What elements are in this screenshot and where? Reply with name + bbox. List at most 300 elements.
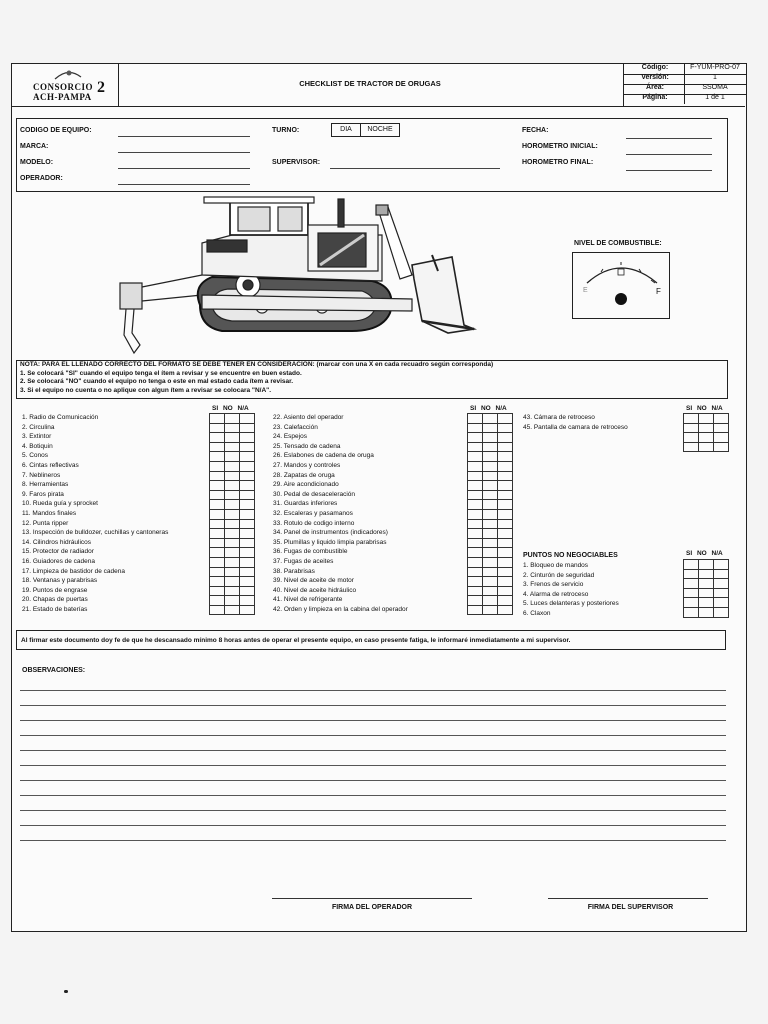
observation-line[interactable] [20,825,726,826]
checkbox-na[interactable] [498,558,513,567]
checkbox-si[interactable] [210,548,225,557]
checkbox-na[interactable] [714,598,729,607]
checkbox-si[interactable] [210,424,225,433]
checkbox-na[interactable] [240,539,255,548]
initial-hourmeter-label: HOROMETRO INICIAL: [522,143,598,150]
checkbox-si[interactable] [468,472,483,481]
checkbox-grid-3[interactable] [683,413,729,452]
checkbox-na[interactable] [498,577,513,586]
checklist-item: 11. Mandos finales [22,509,77,517]
checklist-item: 3. Frenos de servicio [523,581,584,589]
checkbox-no[interactable] [225,606,240,615]
checkbox-no[interactable] [483,529,498,538]
checkbox-si[interactable] [468,452,483,461]
checkbox-row [468,539,513,549]
checklist-item: 37. Fugas de aceites [273,557,334,565]
checkbox-si[interactable] [468,568,483,577]
checkbox-na[interactable] [714,560,729,569]
checkbox-row [684,608,729,618]
checkbox-si[interactable] [468,443,483,452]
checklist-item: 3. Extintor [22,433,52,441]
observation-line[interactable] [20,765,726,766]
checklist-item: 24. Espejos [273,433,307,441]
checkbox-si[interactable] [684,414,699,423]
checkbox-na[interactable] [240,568,255,577]
checkbox-no[interactable] [225,443,240,452]
checkbox-si[interactable] [684,579,699,588]
meta-page: Página: 1 de 1 [624,94,746,104]
checkbox-na[interactable] [240,596,255,605]
checkbox-row [210,433,255,443]
checkbox-na[interactable] [498,481,513,490]
checkbox-row [684,570,729,580]
checkbox-no[interactable] [483,491,498,500]
bulldozer-illustration [112,195,482,357]
checklist-item: 41. Nivel de refrigerante [273,596,343,604]
checkbox-si[interactable] [210,558,225,567]
col3-header: SI NO N/A [686,405,723,412]
checkbox-si[interactable] [210,452,225,461]
checkbox-si[interactable] [684,443,699,452]
checkbox-si[interactable] [684,433,699,442]
checklist-item: 31. Guardas inferiores [273,500,338,508]
checkbox-row [468,558,513,568]
checklist-item: 38. Parabrisas [273,567,315,575]
checkbox-no[interactable] [225,491,240,500]
shift-label: TURNO: [272,127,300,134]
checkbox-no[interactable] [483,510,498,519]
checkbox-no[interactable] [483,596,498,605]
checkbox-no[interactable] [483,587,498,596]
form-title: CHECKLIST DE TRACTOR DE ORUGAS [299,79,441,88]
logo-mark-icon [53,67,83,81]
operator-signature-label: FIRMA DEL OPERADOR [331,904,413,911]
checkbox-no[interactable] [225,414,240,423]
checkbox-si[interactable] [468,587,483,596]
checkbox-no[interactable] [699,433,714,442]
checkbox-na[interactable] [240,510,255,519]
meta-version: Versión: 1 [624,74,746,85]
checklist-item: 25. Tensado de cadena [273,442,341,450]
checkbox-na[interactable] [714,443,729,452]
checkbox-na[interactable] [498,548,513,557]
checkbox-na[interactable] [498,491,513,500]
supervisor-label: SUPERVISOR: [272,159,321,166]
col1-header: SI NO N/A [212,405,249,412]
observation-line[interactable] [20,750,726,751]
date-field[interactable] [626,137,712,139]
checklist-item: 43. Cámara de retroceso [523,414,595,421]
checkbox-no[interactable] [483,481,498,490]
checkbox-row [684,443,729,453]
checkbox-si[interactable] [468,596,483,605]
checkbox-no[interactable] [225,587,240,596]
checkbox-si[interactable] [210,481,225,490]
brand-field[interactable] [118,151,250,153]
model-field[interactable] [118,167,250,169]
checkbox-no[interactable] [225,596,240,605]
checkbox-row [468,491,513,501]
checklist-item: 4. Botiquin [22,442,53,450]
checkbox-no[interactable] [225,539,240,548]
checkbox-si[interactable] [468,510,483,519]
checkbox-row [468,462,513,472]
checkbox-na[interactable] [714,608,729,617]
checkbox-si[interactable] [210,510,225,519]
checklist-item: 20. Chapas de puertas [22,596,88,604]
checkbox-row [684,560,729,570]
final-hourmeter-label: HOROMETRO FINAL: [522,159,594,166]
observation-line[interactable] [20,810,726,811]
shift-day-option[interactable]: DIA [331,123,361,137]
checkbox-na[interactable] [498,606,513,615]
checkbox-row [468,548,513,558]
checkbox-si[interactable] [468,433,483,442]
checkbox-na[interactable] [498,433,513,442]
checkbox-row [684,589,729,599]
checkbox-row [210,452,255,462]
checkbox-si[interactable] [468,577,483,586]
meta-code: Código: F-YUM-PRO-07 [624,64,746,75]
checkbox-row [468,510,513,520]
observation-line[interactable] [20,690,726,691]
instructions-note [16,360,728,399]
checklist-item: 7. Neblineros [22,471,61,479]
model-label: MODELO: [20,159,54,166]
checkbox-na[interactable] [240,414,255,423]
checkbox-si[interactable] [468,491,483,500]
checkbox-row [684,598,729,608]
checkbox-si[interactable] [210,443,225,452]
nonneg-header: SI NO N/A [686,550,723,557]
checkbox-si[interactable] [468,424,483,433]
checklist-item: 5. Conos [22,452,49,460]
checkbox-no[interactable] [699,443,714,452]
checklist-item: 2. Cinturón de seguridad [523,571,595,579]
checkbox-si[interactable] [684,570,699,579]
checkbox-na[interactable] [498,568,513,577]
non-negotiable-title: PUNTOS NO NEGOCIABLES [523,552,618,559]
observation-line[interactable] [20,720,726,721]
checklist-item: 17. Limpieza de bastidor de cadena [22,567,125,575]
fuel-full-mark: F [656,287,661,296]
observations-label: OBSERVACIONES: [22,667,86,674]
checkbox-row [684,424,729,434]
checklist-item: 6. Claxon [523,609,551,617]
checkbox-na[interactable] [714,414,729,423]
checkbox-si[interactable] [468,414,483,423]
checkbox-no[interactable] [483,548,498,557]
checkbox-si[interactable] [210,596,225,605]
checkbox-no[interactable] [699,589,714,598]
supervisor-field[interactable] [330,167,500,169]
checkbox-row [210,491,255,501]
checkbox-no[interactable] [225,452,240,461]
checkbox-na[interactable] [498,529,513,538]
observation-line[interactable] [20,840,726,841]
checkbox-no[interactable] [483,577,498,586]
checkbox-si[interactable] [210,491,225,500]
checklist-item: 19. Puntos de engrase [22,586,88,594]
checkbox-na[interactable] [240,491,255,500]
observation-line[interactable] [20,735,726,736]
checkbox-na[interactable] [714,570,729,579]
checkbox-row [210,548,255,558]
checkbox-no[interactable] [483,558,498,567]
checkbox-si[interactable] [210,539,225,548]
checkbox-na[interactable] [240,424,255,433]
checkbox-na[interactable] [240,500,255,509]
checkbox-no[interactable] [699,414,714,423]
checkbox-na[interactable] [240,548,255,557]
checkbox-no[interactable] [483,500,498,509]
note-rule-na: 3. Si el equipo no cuenta o no aplique con algun ítem a revisar se colocara "N/A". [20,386,272,394]
checklist-item: 35. Plumillas y liquido limpia parabrisas [273,538,387,546]
checklist-item: 28. Zapatas de oruga [273,471,335,479]
checkbox-na[interactable] [714,424,729,433]
checkbox-row [468,424,513,434]
checkbox-si[interactable] [210,529,225,538]
checkbox-na[interactable] [240,443,255,452]
checkbox-no[interactable] [225,558,240,567]
checkbox-na[interactable] [498,424,513,433]
supervisor-signature-line[interactable] [548,898,708,899]
checkbox-row [210,539,255,549]
checklist-item: 27. Mandos y controles [273,461,341,469]
checkbox-no[interactable] [483,568,498,577]
checklist-item: 8. Herramientas [22,481,69,489]
checkbox-no[interactable] [483,539,498,548]
checklist-item: 2. Circulina [22,423,55,431]
checkbox-row [468,452,513,462]
checkbox-no[interactable] [483,452,498,461]
checkbox-na[interactable] [498,414,513,423]
scan-speck [64,990,68,993]
checkbox-row [468,606,513,616]
checkbox-no[interactable] [483,462,498,471]
checkbox-row [684,579,729,589]
checkbox-na[interactable] [240,587,255,596]
checkbox-no[interactable] [699,560,714,569]
checkbox-row [468,500,513,510]
checklist-item: 26. Eslabones de cadena de oruga [273,452,374,460]
checkbox-na[interactable] [714,433,729,442]
checklist-item: 1. Radio de Comunicación [22,414,99,421]
fuel-empty-mark: E [583,287,588,294]
checklist-item: 23. Calefacción [273,423,318,431]
checkbox-si[interactable] [468,558,483,567]
date-label: FECHA: [522,127,549,134]
checkbox-na[interactable] [498,443,513,452]
checkbox-na[interactable] [714,589,729,598]
checkbox-si[interactable] [210,577,225,586]
checkbox-na[interactable] [240,481,255,490]
checkbox-si[interactable] [210,472,225,481]
checkbox-na[interactable] [498,520,513,529]
checklist-item: 42. Orden y limpieza en la cabina del operador [273,605,408,613]
checkbox-si[interactable] [210,568,225,577]
checklist-item: 45. Pantalla de camara de retroceso [523,423,628,431]
checkbox-si[interactable] [468,500,483,509]
meta-area: Área: SSOMA [624,84,746,95]
checklist-item: 4. Alarma de retroceso [523,590,589,598]
logo-number: 2 [97,79,105,96]
checkbox-no[interactable] [483,520,498,529]
operator-field[interactable] [118,183,250,185]
checkbox-row [210,472,255,482]
checkbox-no[interactable] [483,472,498,481]
checkbox-na[interactable] [240,452,255,461]
fuel-gauge-dial-icon [573,253,669,318]
checkbox-si[interactable] [468,481,483,490]
checkbox-row [468,433,513,443]
checkbox-row [210,462,255,472]
observation-line[interactable] [20,795,726,796]
checkbox-na[interactable] [498,452,513,461]
note-rule-si: 1. Se colocará "SI" cuando el equipo tenga el ítem a revisar y se encuentre en buen estado. [20,369,302,377]
checkbox-no[interactable] [699,579,714,588]
checkbox-row [210,510,255,520]
checkbox-row [210,587,255,597]
checkbox-no[interactable] [225,568,240,577]
col2-header: SI NO N/A [470,405,507,412]
checkbox-si[interactable] [210,520,225,529]
checkbox-row [468,414,513,424]
checkbox-no[interactable] [225,529,240,538]
supervisor-signature-label: FIRMA DEL SUPERVISOR [587,904,674,911]
checkbox-si[interactable] [684,608,699,617]
checkbox-na[interactable] [240,529,255,538]
checkbox-no[interactable] [483,433,498,442]
observation-line[interactable] [20,705,726,706]
checkbox-no[interactable] [699,608,714,617]
checkbox-no[interactable] [225,500,240,509]
checkbox-row [210,529,255,539]
checkbox-no[interactable] [225,520,240,529]
checkbox-na[interactable] [240,433,255,442]
checkbox-si[interactable] [684,424,699,433]
checkbox-na[interactable] [498,510,513,519]
checkbox-na[interactable] [498,539,513,548]
checkbox-row [468,587,513,597]
checkbox-row [210,577,255,587]
checkbox-row [468,529,513,539]
checkbox-row [210,520,255,530]
equipment-code-label: CODIGO DE EQUIPO: [20,127,92,134]
equipment-code-field[interactable] [118,135,250,137]
checkbox-no[interactable] [225,462,240,471]
fuel-gauge[interactable] [572,252,670,319]
checkbox-no[interactable] [225,433,240,442]
checkbox-si[interactable] [468,520,483,529]
checkbox-no[interactable] [483,414,498,423]
checklist-item: 6. Cintas reflectivas [22,461,79,469]
checkbox-si[interactable] [210,587,225,596]
checklist-item: 21. Estado de baterías [22,605,88,613]
checkbox-si[interactable] [684,560,699,569]
checkbox-no[interactable] [225,577,240,586]
checkbox-si[interactable] [210,606,225,615]
checkbox-si[interactable] [210,414,225,423]
checkbox-na[interactable] [240,577,255,586]
checkbox-si[interactable] [210,433,225,442]
checkbox-na[interactable] [240,606,255,615]
checkbox-no[interactable] [225,548,240,557]
checkbox-si[interactable] [684,589,699,598]
checklist-item: 30. Pedal de desaceleración [273,490,356,498]
checkbox-no[interactable] [225,481,240,490]
final-hourmeter-field[interactable] [626,169,712,171]
rest-declaration: Al firmar este documento doy fe de que he descansado mínimo 8 horas antes de operar el presente equipo, en caso presente fatiga, le informaré inmediatamente a mi supervisor. [16,630,726,650]
checkbox-grid-non-negotiable[interactable] [683,559,729,618]
checkbox-si[interactable] [468,529,483,538]
checkbox-si[interactable] [210,500,225,509]
checkbox-si[interactable] [210,462,225,471]
checkbox-row [210,596,255,606]
checkbox-si[interactable] [468,462,483,471]
checkbox-si[interactable] [468,539,483,548]
checkbox-row [468,481,513,491]
checkbox-na[interactable] [240,472,255,481]
checkbox-grid-1[interactable] [209,413,255,615]
checklist-item: 12. Punta ripper [22,519,69,527]
checkbox-si[interactable] [684,598,699,607]
checkbox-na[interactable] [498,500,513,509]
checkbox-row [468,568,513,578]
checklist-item: 5. Luces delanteras y posteriores [523,600,619,608]
checkbox-no[interactable] [225,510,240,519]
checklist-item: 40. Nivel de aceite hidráulico [273,586,357,594]
checkbox-si[interactable] [468,548,483,557]
checklist-item: 14. Cilindros hidráulicos [22,538,92,546]
checkbox-na[interactable] [240,558,255,567]
fuel-level-label: NIVEL DE COMBUSTIBLE: [574,240,662,247]
checkbox-grid-2[interactable] [467,413,513,615]
checkbox-na[interactable] [498,462,513,471]
operator-signature-line[interactable] [272,898,472,899]
checklist-item: 39. Nivel de aceite de motor [273,577,354,585]
initial-hourmeter-field[interactable] [626,153,712,155]
checkbox-row [468,472,513,482]
checkbox-na[interactable] [240,462,255,471]
checkbox-na[interactable] [498,587,513,596]
checklist-item: 1. Bloqueo de mandos [523,562,589,569]
checkbox-na[interactable] [714,579,729,588]
shift-night-option[interactable]: NOCHE [360,123,400,137]
note-heading: NOTA: PARA EL LLENADO CORRECTO DEL FORMATO SE DEBE TENER EN CONSIDERACION: (marcar con una X en cada recuadro según corresponda) [20,361,494,368]
checkbox-row [210,606,255,616]
brand-label: MARCA: [20,143,49,150]
checkbox-na[interactable] [240,520,255,529]
observation-line[interactable] [20,780,726,781]
checkbox-na[interactable] [498,596,513,605]
checkbox-no[interactable] [699,570,714,579]
checkbox-no[interactable] [699,424,714,433]
checkbox-no[interactable] [483,606,498,615]
checkbox-no[interactable] [483,443,498,452]
checklist-item: 15. Protector de radiador [22,548,94,556]
checkbox-no[interactable] [225,472,240,481]
checkbox-na[interactable] [498,472,513,481]
checkbox-row [684,414,729,424]
checkbox-row [684,433,729,443]
checkbox-row [210,568,255,578]
checkbox-no[interactable] [699,598,714,607]
note-rule-no: 2. Se colocará "NO" cuando el equipo no tenga o este en mal estado cada ítem a revisar. [20,378,294,385]
checkbox-si[interactable] [468,606,483,615]
checkbox-no[interactable] [225,424,240,433]
checkbox-no[interactable] [483,424,498,433]
